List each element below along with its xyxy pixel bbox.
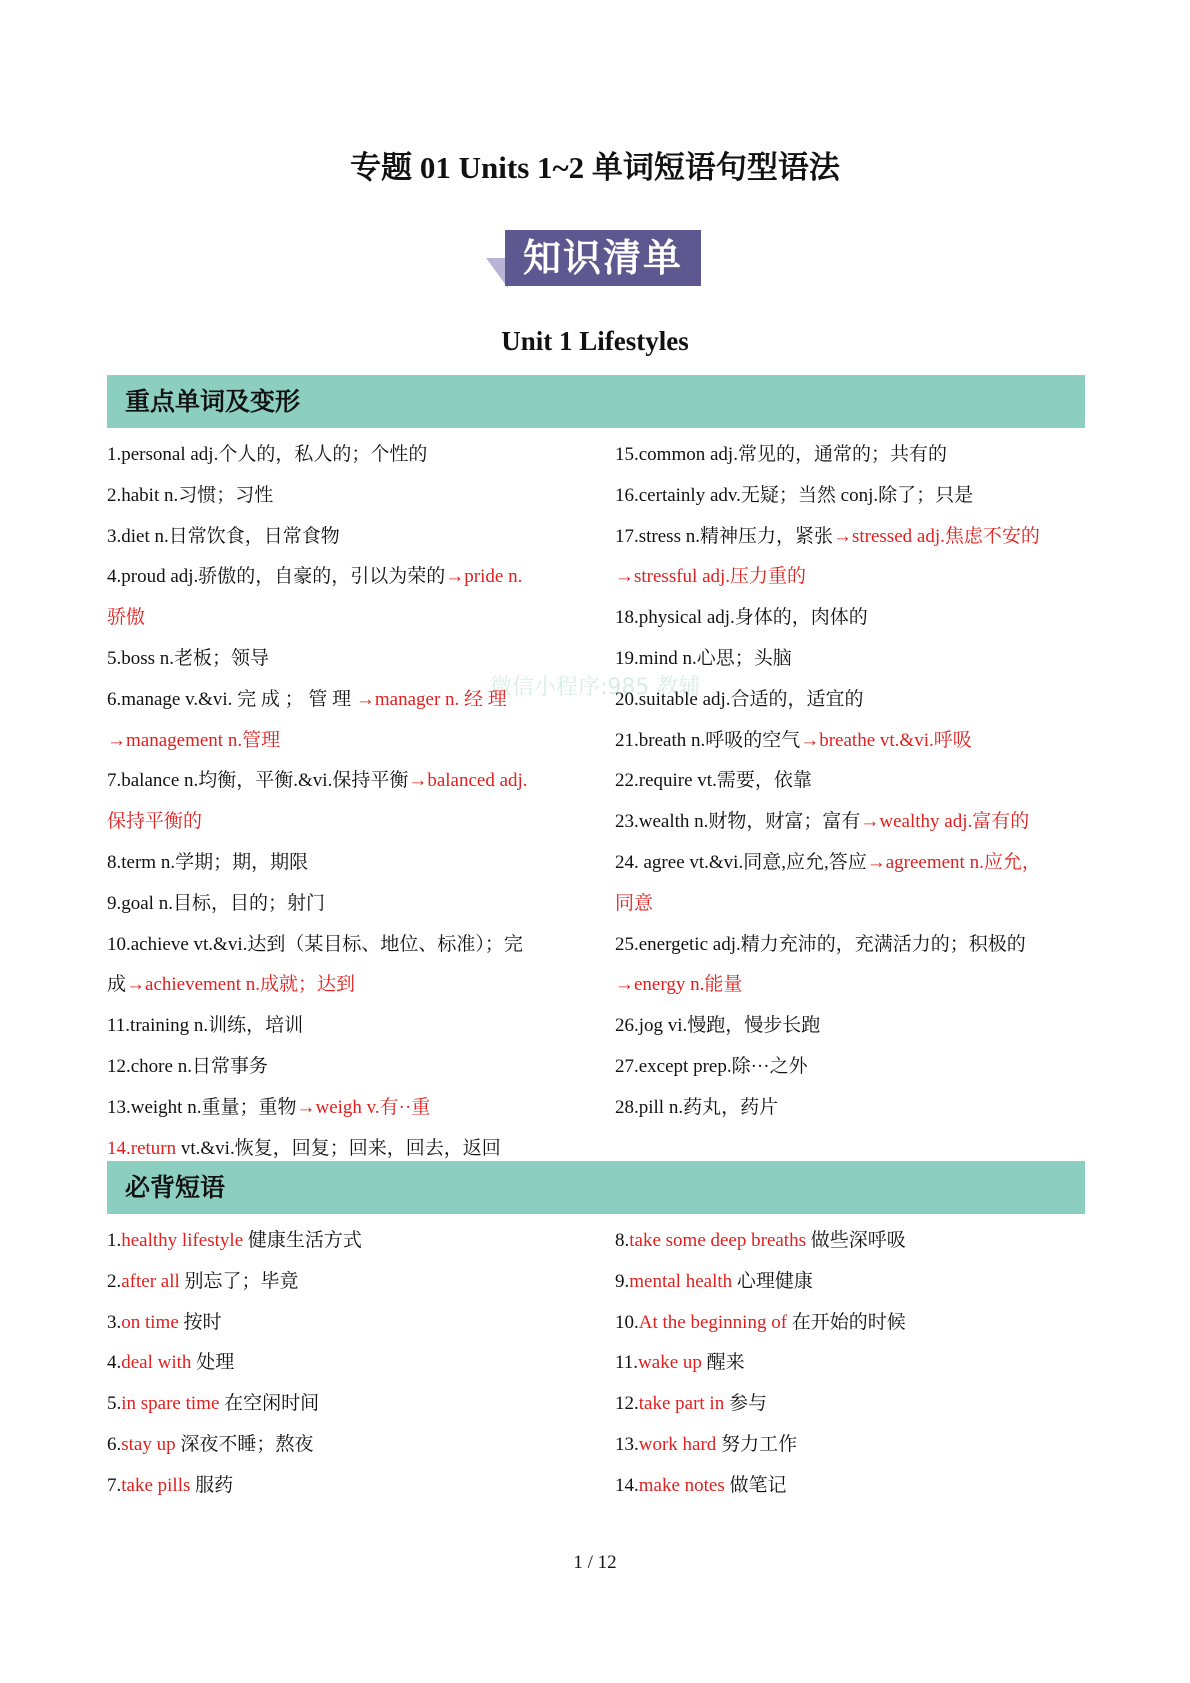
highlighted-text: stay up xyxy=(121,1433,176,1455)
list-item xyxy=(107,1088,528,1129)
list-item xyxy=(107,761,528,802)
list-item xyxy=(615,802,1041,843)
highlighted-text: 14.return xyxy=(107,1137,177,1159)
list-item xyxy=(615,517,1041,558)
phrases-left-column xyxy=(107,1221,362,1507)
highlighted-text: →breathe vt.&vi.呼吸 xyxy=(800,729,972,751)
list-item xyxy=(615,761,1041,802)
phrases-right-column xyxy=(615,1221,906,1507)
highlighted-text: →achievement n.成就；达到 xyxy=(126,974,356,996)
text: 8. xyxy=(615,1230,630,1251)
highlighted-text: mental health xyxy=(629,1270,733,1292)
list-item xyxy=(615,1303,906,1344)
highlighted-text: At the beginning of xyxy=(638,1311,788,1333)
text: 处理 xyxy=(191,1352,235,1374)
text: 12. xyxy=(615,1393,639,1415)
highlighted-text: →wealthy adj.富有的 xyxy=(860,811,1030,833)
text: 24. agree vt.&vi.同意,应允,答应 xyxy=(615,851,867,873)
text: 5. xyxy=(107,1393,122,1415)
highlighted-text: 保持平衡的 xyxy=(107,811,203,833)
list-item xyxy=(615,1047,1041,1088)
vocab-left-column xyxy=(107,435,528,1169)
text: 5.boss n.老板；领导 xyxy=(107,647,270,669)
badge-label: 知识清单 xyxy=(505,230,701,286)
text: 20.suitable adj.合适的，适宜的 xyxy=(615,688,864,710)
text: 10.achieve vt.&vi.达到（某目标、地位、标准）；完 xyxy=(107,933,523,955)
list-item xyxy=(615,639,1041,680)
list-item xyxy=(615,680,1041,721)
list-item xyxy=(615,1262,906,1303)
text: 成 xyxy=(107,974,127,996)
text: 16.certainly adv.无疑；当然 conj.除了；只是 xyxy=(615,484,974,506)
text: 12.chore n.日常事务 xyxy=(107,1055,268,1077)
text: 心理健康 xyxy=(732,1270,813,1292)
text: 7. xyxy=(107,1474,122,1496)
list-item xyxy=(615,965,1041,1006)
list-item xyxy=(615,925,1041,966)
list-item xyxy=(615,843,1041,884)
document-title: 专题 01 Units 1~2 单词短语句型语法 xyxy=(350,150,840,185)
list-item xyxy=(107,557,528,598)
highlighted-text: →balanced adj. xyxy=(408,770,528,792)
text: 14. xyxy=(615,1474,639,1496)
text: 深夜不睡；熬夜 xyxy=(175,1433,314,1455)
text: 醒来 xyxy=(701,1352,745,1374)
text: 在空闲时间 xyxy=(219,1393,320,1415)
list-item xyxy=(615,1466,906,1507)
text: 28.pill n.药丸，药片 xyxy=(615,1096,779,1118)
highlighted-text: →management n.管理 xyxy=(107,729,281,751)
highlighted-text: take some deep breaths xyxy=(629,1230,806,1251)
list-item xyxy=(615,1221,906,1262)
list-item xyxy=(615,884,1041,925)
text: 21.breath n.呼吸的空气 xyxy=(615,729,801,751)
highlighted-text: take part in xyxy=(638,1393,725,1415)
highlighted-text: 同意 xyxy=(615,892,654,914)
text: 22.require vt.需要，依靠 xyxy=(615,770,812,792)
text: 1. xyxy=(107,1230,122,1251)
text: 7.balance n.均衡，平衡.&vi.保持平衡 xyxy=(107,770,409,792)
list-item xyxy=(107,1425,362,1466)
list-item xyxy=(615,598,1041,639)
list-item xyxy=(615,435,1041,476)
text: 努力工作 xyxy=(716,1433,798,1455)
list-item xyxy=(107,843,528,884)
text: 4. xyxy=(107,1352,122,1374)
text: 13. xyxy=(615,1433,639,1455)
highlighted-text: →manager n. 经 理 xyxy=(355,688,507,710)
highlighted-text: in spare time xyxy=(121,1393,220,1415)
text: 2.habit n.习惯；习性 xyxy=(107,484,274,506)
text: 服药 xyxy=(190,1474,234,1496)
list-item xyxy=(615,1384,906,1425)
list-item xyxy=(107,517,528,558)
text: 做些深呼吸 xyxy=(805,1230,906,1251)
list-item xyxy=(107,884,528,925)
text: vt.&vi.恢复，回复；回来，回去，返回 xyxy=(176,1137,501,1159)
highlighted-text: →stressful adj.压力重的 xyxy=(615,566,807,588)
text: 按时 xyxy=(178,1311,222,1333)
text: 11.training n.训练，培训 xyxy=(107,1015,304,1037)
highlighted-text: →weigh v.有··重 xyxy=(296,1096,431,1118)
list-item xyxy=(107,1303,362,1344)
text: 3.diet n.日常饮食，日常食物 xyxy=(107,525,340,547)
text: 25.energetic adj.精力充沛的，充满活力的；积极的 xyxy=(615,933,1026,955)
list-item xyxy=(107,1047,528,1088)
text: 10. xyxy=(615,1311,639,1333)
text: 参与 xyxy=(724,1393,767,1415)
highlighted-text: take pills xyxy=(121,1474,191,1496)
list-item xyxy=(615,1006,1041,1047)
text: 6. xyxy=(107,1433,122,1455)
highlighted-text: make notes xyxy=(638,1474,725,1496)
text: 在开始的时候 xyxy=(787,1311,906,1333)
list-item xyxy=(107,721,528,762)
text: 2. xyxy=(107,1270,122,1292)
list-item xyxy=(107,965,528,1006)
section-header-phrases: 必背短语 xyxy=(107,1161,1085,1214)
highlighted-text: 骄傲 xyxy=(107,607,146,629)
list-item xyxy=(615,1343,906,1384)
text: 做笔记 xyxy=(724,1474,787,1496)
list-item xyxy=(107,639,528,680)
text: 17.stress n.精神压力，紧张 xyxy=(615,525,833,547)
highlighted-text: →agreement n.应允， xyxy=(866,851,1041,873)
list-item xyxy=(107,1006,528,1047)
list-item xyxy=(107,1262,362,1303)
list-item xyxy=(615,1088,1041,1129)
list-item xyxy=(107,680,528,721)
list-item xyxy=(615,557,1041,598)
text: 13.weight n.重量；重物 xyxy=(107,1096,297,1118)
highlighted-text: after all xyxy=(121,1270,180,1292)
highlighted-text: →energy n.能量 xyxy=(615,974,743,996)
list-item xyxy=(107,1343,362,1384)
text: 9.goal n.目标，目的；射门 xyxy=(107,892,325,914)
list-item xyxy=(107,1221,362,1262)
list-item xyxy=(107,1466,362,1507)
knowledge-list-badge xyxy=(486,230,701,288)
list-item xyxy=(107,476,528,517)
text: 18.physical adj.身体的，肉体的 xyxy=(615,607,868,629)
text: 26.jog vi.慢跑，慢步长跑 xyxy=(615,1015,821,1037)
highlighted-text: work hard xyxy=(638,1433,717,1455)
highlighted-text: wake up xyxy=(638,1352,702,1374)
text: 6.manage v.&vi. 完 成 ； 管 理 xyxy=(107,688,356,710)
highlighted-text: deal with xyxy=(121,1352,192,1374)
page-number: 1 / 12 xyxy=(573,1552,617,1573)
text: 23.wealth n.财物，财富；富有 xyxy=(615,811,861,833)
text: 11. xyxy=(615,1352,639,1374)
list-item xyxy=(615,1425,906,1466)
list-item xyxy=(107,1384,362,1425)
highlighted-text: healthy lifestyle xyxy=(121,1230,244,1251)
highlighted-text: →pride n. xyxy=(445,566,523,588)
list-item xyxy=(107,802,528,843)
text: 9. xyxy=(615,1270,630,1292)
text: 3. xyxy=(107,1311,122,1333)
text: 别忘了；毕竟 xyxy=(179,1270,299,1292)
text: 15.common adj.常见的，通常的；共有的 xyxy=(615,444,947,465)
list-item xyxy=(615,721,1041,762)
highlighted-text: →stressed adj.焦虑不安的 xyxy=(832,525,1040,547)
list-item xyxy=(107,925,528,966)
text: 19.mind n.心思；头脑 xyxy=(615,647,792,669)
list-item xyxy=(615,476,1041,517)
vocab-right-column xyxy=(615,435,1041,1129)
text: 健康生活方式 xyxy=(243,1230,362,1251)
unit-heading: Unit 1 Lifestyles xyxy=(501,326,689,356)
watermark: 微信小程序:985 教辅 xyxy=(490,675,701,700)
list-item xyxy=(107,598,528,639)
text: 27.except prep.除···之外 xyxy=(615,1055,808,1077)
list-item xyxy=(107,435,528,476)
text: 8.term n.学期；期，期限 xyxy=(107,851,309,873)
section-header-vocab: 重点单词及变形 xyxy=(107,375,1085,428)
text: 1.personal adj.个人的，私人的；个性的 xyxy=(107,444,428,465)
text: 4.proud adj.骄傲的，自豪的，引以为荣的 xyxy=(107,566,446,588)
highlighted-text: on time xyxy=(121,1311,179,1333)
